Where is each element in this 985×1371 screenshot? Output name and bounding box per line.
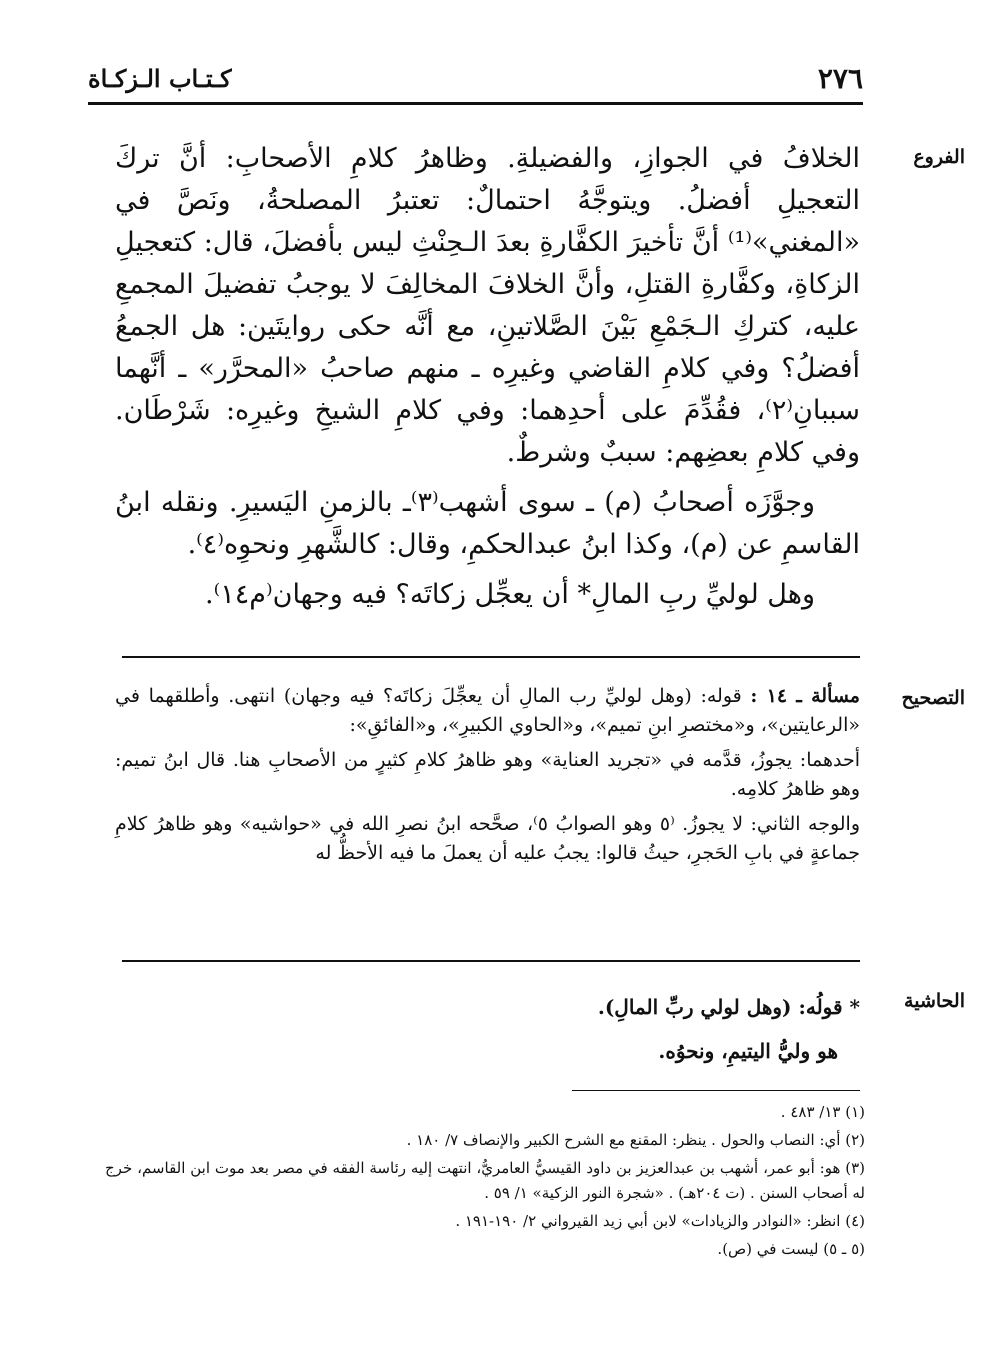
- furu-paragraph-3: وهل لوليِّ ربِ المالِ* أن يعجِّل زكاتَه؟ فيه وجهان⁽م١٤⁾.: [205, 579, 815, 610]
- section-label-hashiya: الحاشية: [904, 990, 965, 1012]
- hashiya-line-2: هو وليُّ اليتيمِ، ونحوُه.: [658, 1039, 838, 1063]
- tashih-section: [115, 682, 860, 874]
- hashiya-section: [115, 985, 860, 1073]
- footnote-1: (١) ١٣/ ٤٨٣ .: [780, 1103, 865, 1121]
- section-label-furu: الفروع: [913, 146, 965, 168]
- book-title: كـتـاب الـزكـاة: [88, 64, 232, 93]
- issue-number: مسألة ـ ١٤ :: [750, 685, 860, 707]
- footnote-3: (٣) هو: أبو عمر، أشهب بن عبدالعزيز بن داود القيسيُّ العامريُّ، انتهت إليه رئاسة الفقه في مصر بعد موت ابن القاسم، خرج له أصحاب السنن . (ت ٢٠٤هـ) . «شجرة النور الزكية» ١/ ٥٩ .: [105, 1159, 865, 1202]
- tashih-paragraph-2: أحدهما: يجوزُ، قدَّمه في «تجريد العناية» وهو ظاهرُ كلامِ كثيرٍ من الأصحابِ هنا. قال ابنُ تميم: وهو ظاهرُ كلامِه.: [115, 749, 860, 800]
- section-label-tashih: التصحيح: [901, 687, 965, 709]
- section-divider-2: [122, 960, 860, 962]
- hashiya-line-1: * قولُه: (وهل لولي ربِّ المالِ).: [597, 995, 860, 1019]
- tashih-paragraph-1-text: قوله: (وهل لوليِّ رب المالِ أن يعجِّلَ زكاتَه؟ فيه وجهان) انتهى. وأطلقهما في «الرعايتين»، و«مختصرِ ابنِ تميم»، و«الحاوي الكبيرِ»، و«الفائقِ»:: [115, 685, 860, 736]
- footnote-rule: [572, 1090, 860, 1091]
- footnote-4: (٤) انظر: «النوادر والزيادات» لابن أبي زيد القيرواني ٢/ ١٩٠-١٩١ .: [455, 1212, 865, 1230]
- footnotes: [105, 1100, 865, 1265]
- furu-paragraph-1: الخلافُ في الجوازِ، والفضيلةِ. وظاهرُ كلامِ الأصحابِ: أنَّ تركَ التعجيلِ أفضلُ. ويتوجَّهُ احتمالٌ: تعتبرُ المصلحةُ، ونَصَّ في «المغني»⁽¹⁾ أنَّ تأخيرَ الكفَّارةِ بعدَ الـحِنْثِ ليس بأفضلَ، قال: كتعجيلِ الزكاةِ، وكفَّارةِ القتلِ، وأنَّ الخلافَ المخالِفَ لا يوجبُ تفضيلَ المجمعِ عليه، كتركِ الـجَمْعِ بَيْنَ الصَّلاتينِ، مع أنَّه حكى روايتَين: هل الجمعُ أفضلُ؟ وفي كلامِ القاضي وغيرِه ـ منهم صاحبُ «المحرَّر» ـ أنَّهما سببانِ⁽٢⁾، فقُدِّمَ على أحدِهما: وفي كلامِ الشيخِ وغيرِه: شَرْطَان. وفي كلامِ بعضِهم: سببٌ وشرطٌ.: [115, 143, 860, 468]
- footnote-2: (٢) أي: النصاب والحول . ينظر: المقنع مع الشرح الكبير والإنصاف ٧/ ١٨٠ .: [406, 1131, 865, 1149]
- running-header: [88, 62, 863, 102]
- page-number: ٢٧٦: [817, 62, 863, 95]
- section-divider-1: [122, 656, 860, 658]
- tashih-paragraph-1: [115, 682, 860, 740]
- furu-section: [115, 138, 860, 616]
- footnote-5: (٥ ـ ٥) ليست في (ص).: [717, 1240, 865, 1258]
- header-rule: [88, 102, 863, 105]
- furu-paragraph-2: وجوَّزَه أصحابُ (م) ـ سوى أشهب⁽٣⁾ـ بالزمنِ اليَسيرِ. ونقله ابنُ القاسمِ عن (م)، وكذا ابنُ عبدالحكمِ، وقال: كالشَّهرِ ونحوِه⁽٤⁾.: [115, 487, 860, 560]
- tashih-paragraph-3: والوجه الثاني: لا يجوزُ. ⁽٥ وهو الصوابُ ٥⁾، صحَّحه ابنُ نصرِ الله في «حواشيه» وهو ظاهرُ كلامِ جماعةٍ في بابِ الحَجرِ، حيثُ قالوا: يجبُ عليه أن يعملَ ما فيه الأحظُّ له: [115, 813, 861, 864]
